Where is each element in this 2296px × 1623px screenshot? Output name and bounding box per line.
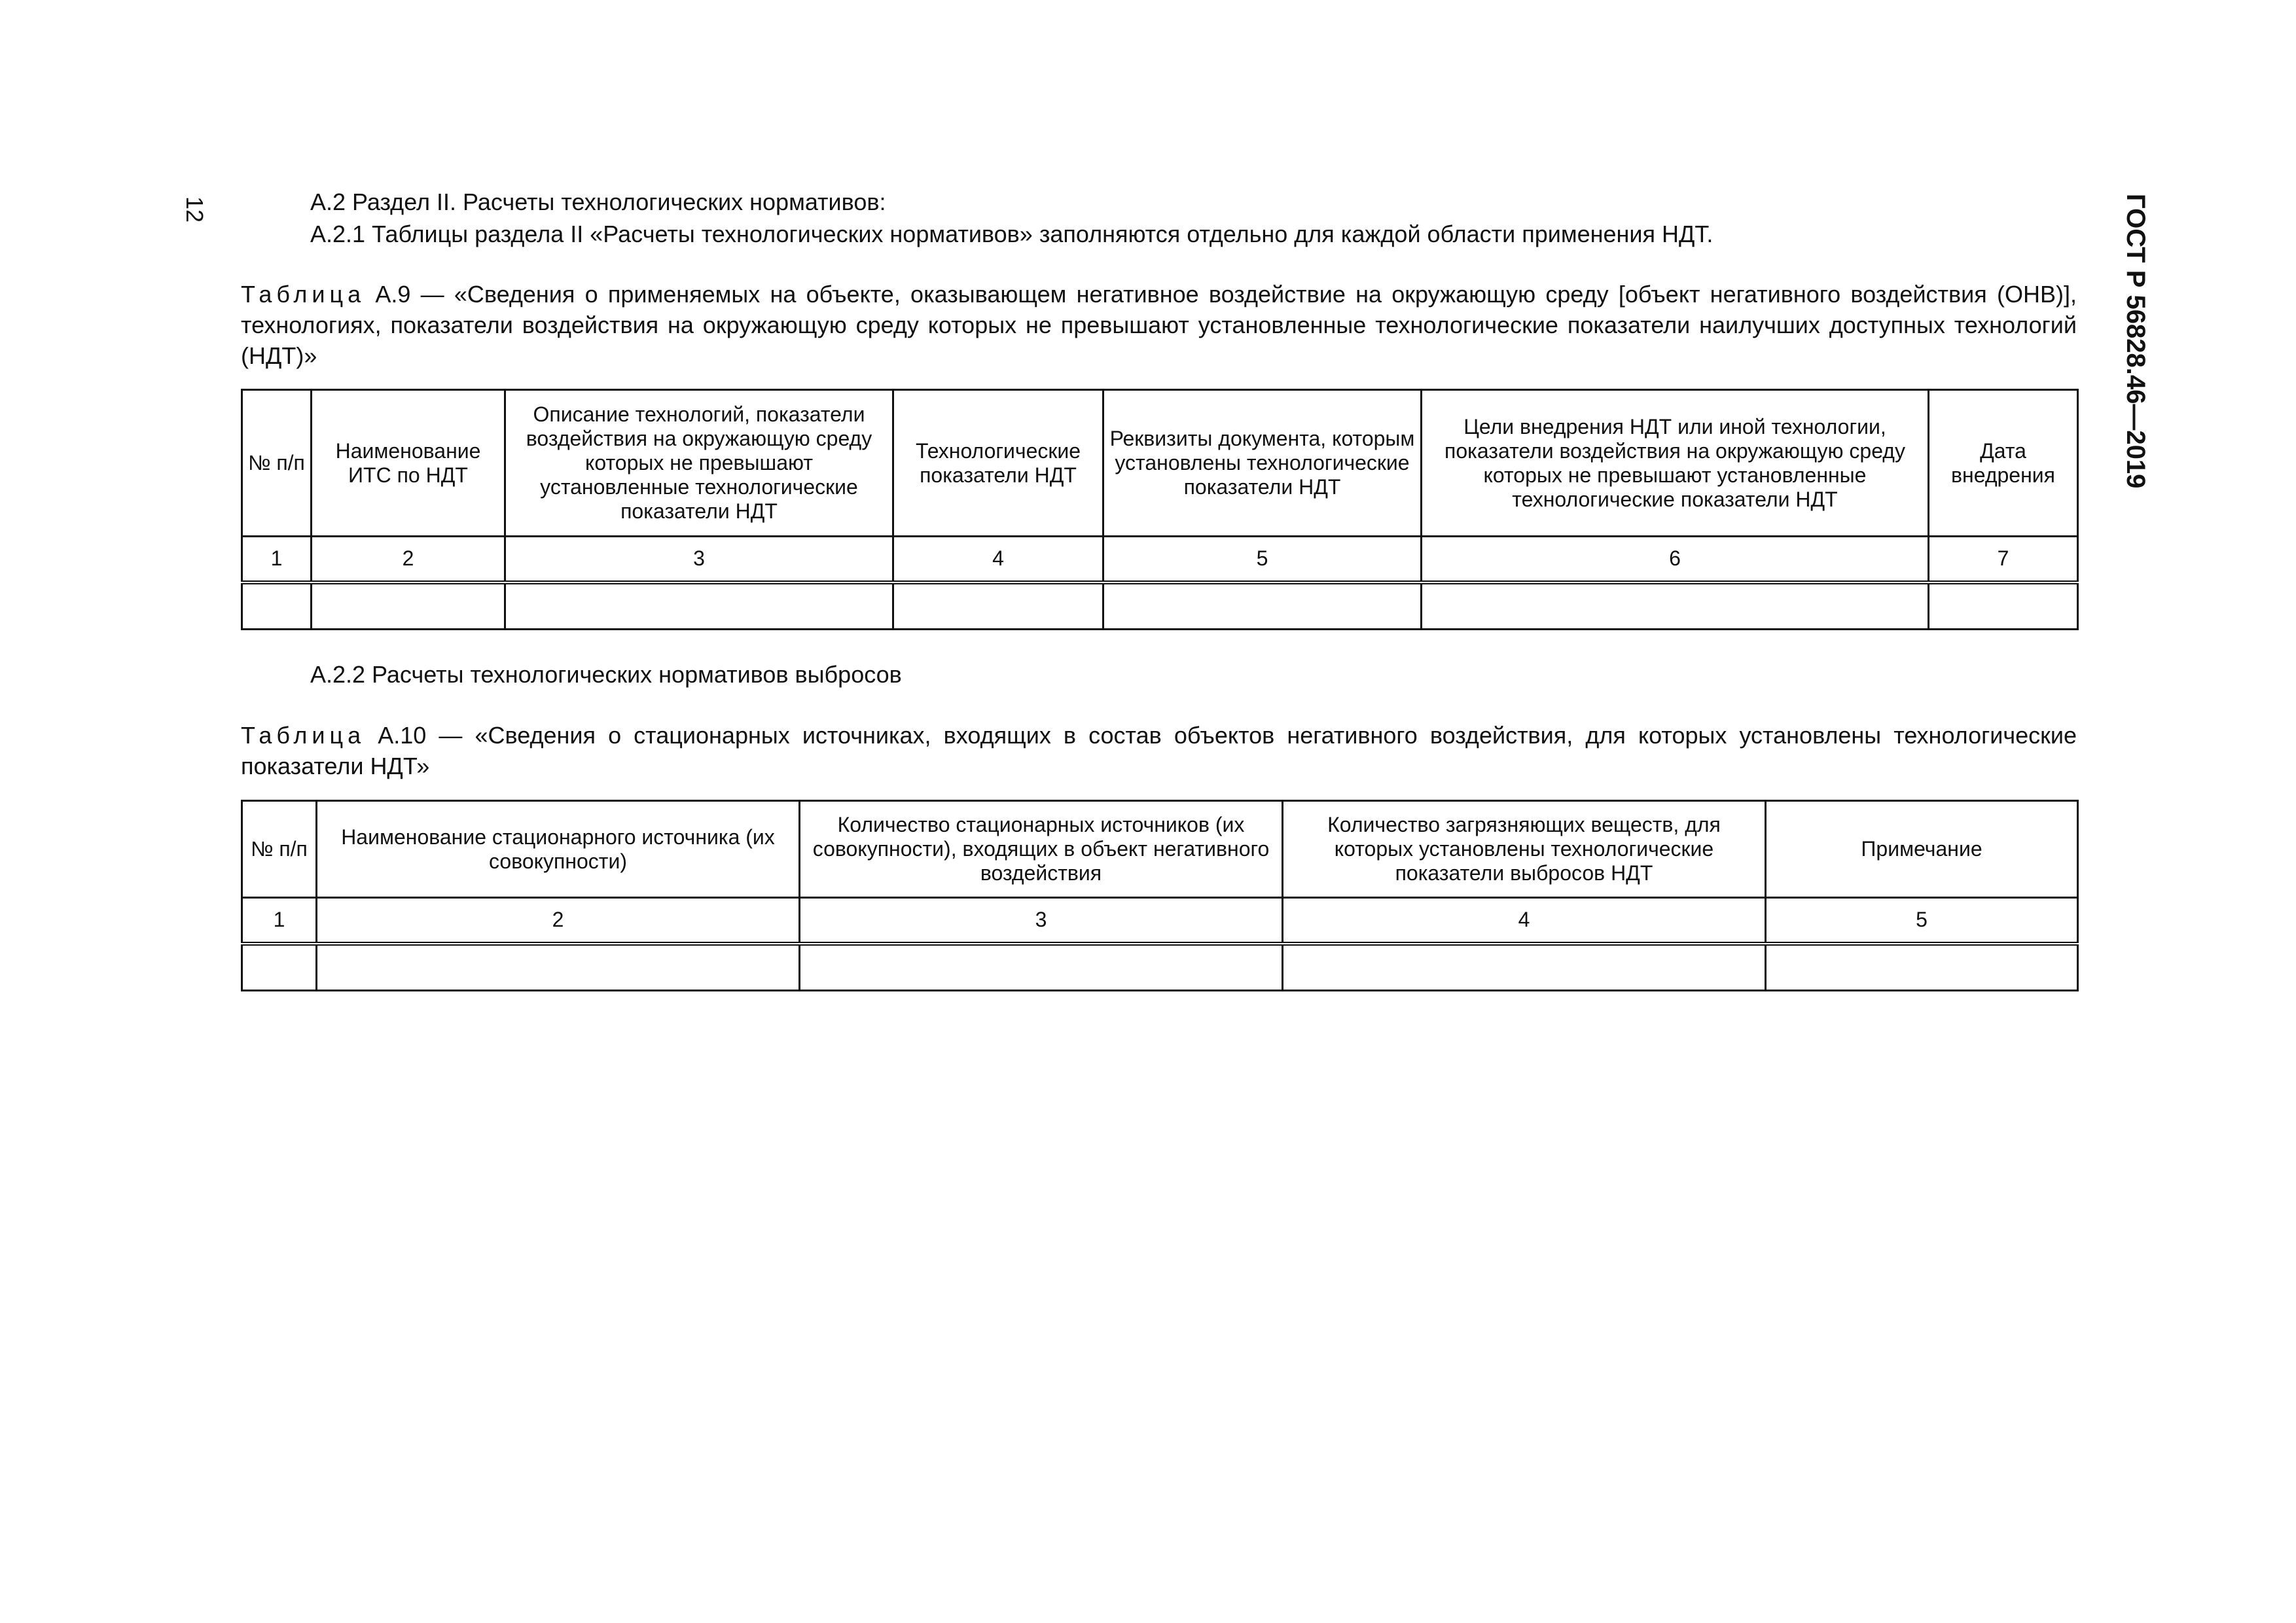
table-a9-number-row (242, 537, 2078, 582)
caption-text: А.9 — «Сведения о применяемых на объекте, оказывающем негативное воздействие на окружающую среду [объект негативного воздействия (ОНВ)], технологиях, показатели воздействия на окружающую среду которых не превышают установленные технологические показатели наилучших доступных технологий (НДТ)» (241, 281, 2077, 369)
header-cell: Реквизиты документа, которым установлены технологические показатели НДТ (1103, 390, 1422, 537)
header-cell: Дата внедрения (1929, 390, 2078, 537)
column-number: 6 (1422, 537, 1929, 582)
column-number: 5 (1766, 898, 2078, 944)
empty-cell (1422, 582, 1929, 630)
empty-cell (242, 944, 317, 991)
page-number: 12 (181, 196, 208, 223)
header-cell: № п/п (242, 801, 317, 898)
header-cell: Наименование стационарного источника (их совокупности) (317, 801, 800, 898)
table-a10-header-row (242, 801, 2078, 898)
header-cell: № п/п (242, 390, 312, 537)
table-a10-empty-row (242, 944, 2078, 991)
table-a9-header-row (242, 390, 2078, 537)
header-cell: Описание технологий, показатели воздействия на окружающую среду которых не превышают установленные технологические показатели НДТ (505, 390, 893, 537)
subsection-heading: А.2.2 Расчеты технологических нормативов выбросов (310, 661, 902, 688)
table-a10-caption (241, 720, 2077, 781)
column-number: 1 (242, 898, 317, 944)
empty-cell (242, 582, 312, 630)
column-number: 1 (242, 537, 312, 582)
empty-cell (800, 944, 1283, 991)
section-paragraph: А.2.1 Таблицы раздела II «Расчеты технологических нормативов» заполняются отдельно для каждой области применения НДТ. (310, 221, 1713, 247)
column-number: 4 (893, 537, 1103, 582)
empty-cell (893, 582, 1103, 630)
header-cell: Технологические показатели НДТ (893, 390, 1103, 537)
empty-cell (1929, 582, 2078, 630)
column-number: 3 (800, 898, 1283, 944)
caption-text: А.10 — «Сведения о стационарных источниках, входящих в состав объектов негативного воздействия, для которых установлены технологические показатели НДТ» (241, 722, 2077, 779)
table-a9 (241, 389, 2079, 630)
header-cell: Количество загрязняющих веществ, для которых установлены технологические показатели выбросов НДТ (1283, 801, 1766, 898)
header-cell: Примечание (1766, 801, 2078, 898)
column-number: 7 (1929, 537, 2078, 582)
column-number: 5 (1103, 537, 1422, 582)
table-a10-number-row (242, 898, 2078, 944)
empty-cell (312, 582, 505, 630)
table-a10 (241, 800, 2079, 991)
empty-cell (317, 944, 800, 991)
empty-cell (505, 582, 893, 630)
header-cell: Цели внедрения НДТ или иной технологии, показатели воздействия на окружающую среду которых не превышают установленные технологические показатели НДТ (1422, 390, 1929, 537)
empty-cell (1103, 582, 1422, 630)
table-a9-empty-row (242, 582, 2078, 630)
empty-cell (1766, 944, 2078, 991)
column-number: 4 (1283, 898, 1766, 944)
column-number: 2 (312, 537, 505, 582)
header-cell: Количество стационарных источников (их совокупности), входящих в объект негативного воздействия (800, 801, 1283, 898)
caption-label: Таблица (241, 281, 366, 308)
table-a9-caption (241, 279, 2077, 371)
caption-label: Таблица (241, 722, 366, 749)
empty-cell (1283, 944, 1766, 991)
section-heading: А.2 Раздел II. Расчеты технологических нормативов: (310, 188, 886, 215)
document-code: ГОСТ Р 56828.46—2019 (2121, 194, 2150, 489)
column-number: 2 (317, 898, 800, 944)
column-number: 3 (505, 537, 893, 582)
header-cell: Наименование ИТС по НДТ (312, 390, 505, 537)
